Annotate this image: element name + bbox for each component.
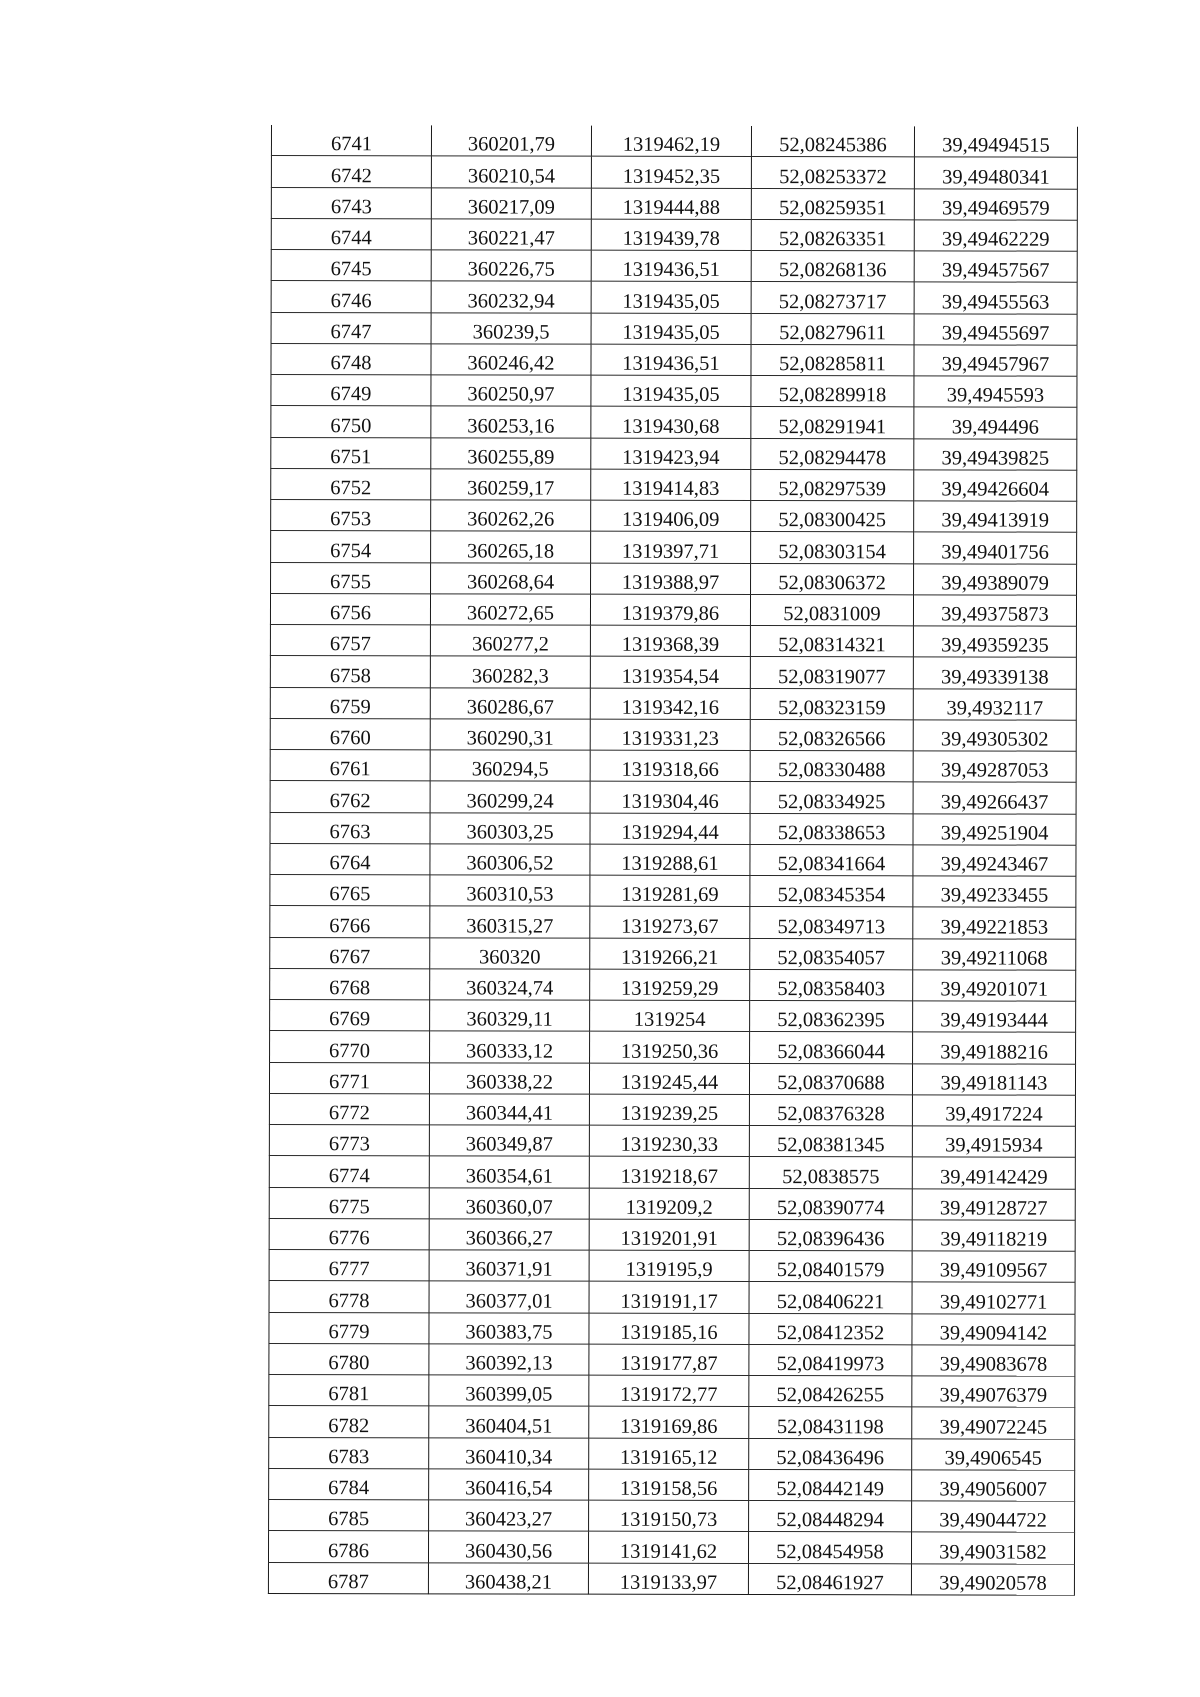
longitude-cell: 39,49266437: [913, 782, 1076, 814]
point-number-cell: 6787: [268, 1562, 428, 1594]
table-row: [270, 906, 1076, 939]
point-number-cell: 6772: [269, 1093, 429, 1125]
table-row: [269, 1093, 1075, 1126]
point-number-cell: 6758: [270, 656, 430, 688]
latitude-cell: 52,08268136: [751, 251, 914, 283]
latitude-cell: 52,08273717: [751, 282, 914, 314]
table-row: [269, 1374, 1075, 1407]
latitude-cell: 52,08285811: [751, 344, 914, 376]
table-row: [270, 999, 1076, 1032]
longitude-cell: 39,49287053: [913, 751, 1076, 783]
table-row: [270, 937, 1076, 970]
longitude-cell: 39,49102771: [912, 1282, 1075, 1314]
table-row: [271, 125, 1077, 157]
longitude-cell: 39,49457567: [914, 251, 1077, 283]
point-number-cell: 6766: [270, 906, 430, 938]
x-coordinate-cell: 360360,07: [429, 1187, 589, 1219]
table-row: [269, 1312, 1075, 1345]
longitude-cell: 39,49305302: [913, 720, 1076, 752]
x-coordinate-cell: 360333,12: [430, 1031, 590, 1063]
point-number-cell: 6760: [270, 718, 430, 750]
table-row: [270, 781, 1076, 814]
table-row: [269, 1499, 1075, 1532]
table-row: [271, 375, 1077, 408]
y-coordinate-cell: 1319342,16: [590, 688, 750, 720]
y-coordinate-cell: 1319294,44: [590, 813, 750, 845]
point-number-cell: 6763: [270, 812, 430, 844]
latitude-cell: 52,08253372: [751, 157, 914, 189]
y-coordinate-cell: 1319304,46: [590, 781, 750, 813]
longitude-cell: 39,49462229: [914, 220, 1077, 252]
longitude-cell: 39,49109567: [912, 1251, 1075, 1283]
longitude-cell: 39,4932117: [913, 688, 1076, 720]
coordinates-table: [268, 125, 1078, 1595]
latitude-cell: 52,08362395: [750, 1001, 913, 1033]
table-row: [271, 312, 1077, 345]
point-number-cell: 6744: [271, 218, 431, 250]
y-coordinate-cell: 1319388,97: [591, 563, 751, 595]
point-number-cell: 6753: [271, 500, 431, 532]
x-coordinate-cell: 360371,91: [429, 1250, 589, 1282]
longitude-cell: 39,49056007: [912, 1470, 1075, 1502]
longitude-cell: 39,49076379: [912, 1376, 1075, 1408]
point-number-cell: 6774: [269, 1156, 429, 1188]
x-coordinate-cell: 360354,61: [429, 1156, 589, 1188]
latitude-cell: 52,08354057: [750, 938, 913, 970]
table-row: [271, 218, 1077, 251]
table-row: [268, 1531, 1074, 1564]
point-number-cell: 6771: [269, 1062, 429, 1094]
table-row: [271, 156, 1077, 189]
table-row: [270, 718, 1076, 751]
latitude-cell: 52,08442149: [749, 1469, 912, 1501]
y-coordinate-cell: 1319439,78: [591, 219, 751, 251]
y-coordinate-cell: 1319158,56: [589, 1469, 749, 1501]
longitude-cell: 39,49251904: [913, 813, 1076, 845]
longitude-cell: 39,49439825: [914, 438, 1077, 470]
table-row: [269, 1343, 1075, 1376]
x-coordinate-cell: 360438,21: [428, 1562, 588, 1594]
y-coordinate-cell: 1319185,16: [589, 1313, 749, 1345]
y-coordinate-cell: 1319435,05: [591, 375, 751, 407]
longitude-cell: 39,49480341: [914, 157, 1077, 189]
latitude-cell: 52,08323159: [750, 688, 913, 720]
x-coordinate-cell: 360239,5: [431, 312, 591, 344]
x-coordinate-cell: 360255,89: [431, 437, 591, 469]
y-coordinate-cell: 1319414,83: [591, 469, 751, 501]
table-row: [270, 1031, 1076, 1064]
longitude-cell: 39,49221853: [913, 907, 1076, 939]
point-number-cell: 6778: [269, 1281, 429, 1313]
x-coordinate-cell: 360306,52: [430, 844, 590, 876]
point-number-cell: 6767: [270, 937, 430, 969]
longitude-cell: 39,49457967: [914, 345, 1077, 377]
latitude-cell: 52,08289918: [751, 376, 914, 408]
x-coordinate-cell: 360262,26: [431, 500, 591, 532]
x-coordinate-cell: 360210,54: [431, 156, 591, 188]
y-coordinate-cell: 1319436,51: [591, 344, 751, 376]
latitude-cell: 52,08401579: [749, 1251, 912, 1283]
latitude-cell: 52,08294478: [751, 438, 914, 470]
latitude-cell: 52,08341664: [750, 844, 913, 876]
point-number-cell: 6768: [270, 968, 430, 1000]
longitude-cell: 39,49494515: [914, 126, 1077, 157]
point-number-cell: 6780: [269, 1343, 429, 1375]
y-coordinate-cell: 1319452,35: [591, 156, 751, 188]
table-row: [269, 1249, 1075, 1282]
longitude-cell: 39,49211068: [913, 938, 1076, 970]
latitude-cell: 52,08376328: [749, 1094, 912, 1126]
y-coordinate-cell: 1319430,68: [591, 406, 751, 438]
y-coordinate-cell: 1319435,05: [591, 313, 751, 345]
latitude-cell: 52,08259351: [751, 188, 914, 220]
point-number-cell: 6777: [269, 1249, 429, 1281]
y-coordinate-cell: 1319318,66: [590, 750, 750, 782]
latitude-cell: 52,08297539: [751, 469, 914, 501]
latitude-cell: 52,08370688: [749, 1063, 912, 1095]
longitude-cell: 39,49389079: [914, 563, 1077, 595]
x-coordinate-cell: 360290,31: [430, 719, 590, 751]
longitude-cell: 39,49128727: [912, 1188, 1075, 1220]
longitude-cell: 39,49233455: [913, 876, 1076, 908]
latitude-cell: 52,08263351: [751, 219, 914, 251]
point-number-cell: 6759: [270, 687, 430, 719]
table-row: [268, 1562, 1074, 1595]
y-coordinate-cell: 1319331,23: [590, 719, 750, 751]
y-coordinate-cell: 1319273,67: [590, 906, 750, 938]
point-number-cell: 6743: [271, 187, 431, 219]
table-row: [271, 468, 1077, 501]
x-coordinate-cell: 360282,3: [430, 656, 590, 688]
x-coordinate-cell: 360201,79: [431, 125, 591, 156]
latitude-cell: 52,08349713: [750, 907, 913, 939]
x-coordinate-cell: 360430,56: [428, 1531, 588, 1563]
x-coordinate-cell: 360250,97: [431, 375, 591, 407]
longitude-cell: 39,49142429: [912, 1157, 1075, 1189]
latitude-cell: 52,08448294: [749, 1501, 912, 1533]
point-number-cell: 6754: [271, 531, 431, 563]
longitude-cell: 39,49020578: [911, 1563, 1074, 1595]
latitude-cell: 52,08358403: [750, 969, 913, 1001]
table-row: [271, 500, 1077, 533]
x-coordinate-cell: 360320: [430, 937, 590, 969]
x-coordinate-cell: 360265,18: [431, 531, 591, 563]
point-number-cell: 6784: [269, 1468, 429, 1500]
point-number-cell: 6779: [269, 1312, 429, 1344]
y-coordinate-cell: 1319218,67: [589, 1156, 749, 1188]
y-coordinate-cell: 1319436,51: [591, 250, 751, 282]
y-coordinate-cell: 1319191,17: [589, 1281, 749, 1313]
longitude-cell: 39,4915934: [912, 1126, 1075, 1158]
point-number-cell: 6785: [269, 1499, 429, 1531]
latitude-cell: 52,08279611: [751, 313, 914, 345]
y-coordinate-cell: 1319133,97: [588, 1563, 748, 1595]
point-number-cell: 6751: [271, 437, 431, 469]
x-coordinate-cell: 360404,51: [429, 1406, 589, 1438]
x-coordinate-cell: 360268,64: [431, 562, 591, 594]
latitude-cell: 52,0831009: [750, 594, 913, 626]
longitude-cell: 39,49413919: [914, 501, 1077, 533]
table-row: [269, 1187, 1075, 1220]
table-row: [269, 1062, 1075, 1095]
table-row: [269, 1406, 1075, 1439]
longitude-cell: 39,49201071: [913, 970, 1076, 1002]
x-coordinate-cell: 360366,27: [429, 1219, 589, 1251]
table-row: [271, 187, 1077, 220]
point-number-cell: 6741: [271, 125, 431, 156]
x-coordinate-cell: 360253,16: [431, 406, 591, 438]
x-coordinate-cell: 360324,74: [430, 969, 590, 1001]
y-coordinate-cell: 1319379,86: [590, 594, 750, 626]
longitude-cell: 39,49118219: [912, 1220, 1075, 1252]
point-number-cell: 6745: [271, 250, 431, 282]
point-number-cell: 6747: [271, 312, 431, 344]
table-row: [269, 1156, 1075, 1189]
table-row: [269, 1437, 1075, 1470]
y-coordinate-cell: 1319150,73: [589, 1500, 749, 1532]
y-coordinate-cell: 1319230,33: [589, 1125, 749, 1157]
y-coordinate-cell: 1319201,91: [589, 1219, 749, 1251]
longitude-cell: 39,49455563: [914, 282, 1077, 314]
longitude-cell: 39,49044722: [912, 1501, 1075, 1533]
table-row: [270, 874, 1076, 907]
y-coordinate-cell: 1319141,62: [588, 1531, 748, 1563]
y-coordinate-cell: 1319423,94: [591, 438, 751, 470]
y-coordinate-cell: 1319259,29: [590, 969, 750, 1001]
longitude-cell: 39,49359235: [913, 626, 1076, 658]
latitude-cell: 52,08390774: [749, 1188, 912, 1220]
point-number-cell: 6782: [269, 1406, 429, 1438]
latitude-cell: 52,08326566: [750, 719, 913, 751]
table-row: [270, 687, 1076, 720]
longitude-cell: 39,49455697: [914, 313, 1077, 345]
latitude-cell: 52,08396436: [749, 1219, 912, 1251]
table-row: [271, 343, 1077, 376]
y-coordinate-cell: 1319254: [590, 1000, 750, 1032]
y-coordinate-cell: 1319245,44: [589, 1063, 749, 1095]
point-number-cell: 6742: [271, 156, 431, 188]
point-number-cell: 6761: [270, 749, 430, 781]
y-coordinate-cell: 1319354,54: [590, 656, 750, 688]
latitude-cell: 52,08431198: [749, 1407, 912, 1439]
latitude-cell: 52,08334925: [750, 782, 913, 814]
y-coordinate-cell: 1319169,86: [589, 1406, 749, 1438]
longitude-cell: 39,49339138: [913, 657, 1076, 689]
longitude-cell: 39,49193444: [913, 1001, 1076, 1033]
longitude-cell: 39,4917224: [912, 1095, 1075, 1127]
longitude-cell: 39,49072245: [912, 1407, 1075, 1439]
x-coordinate-cell: 360299,24: [430, 781, 590, 813]
table-row: [269, 1468, 1075, 1501]
point-number-cell: 6755: [271, 562, 431, 594]
latitude-cell: 52,08306372: [751, 563, 914, 595]
longitude-cell: 39,49181143: [912, 1063, 1075, 1095]
y-coordinate-cell: 1319209,2: [589, 1188, 749, 1220]
point-number-cell: 6773: [269, 1124, 429, 1156]
latitude-cell: 52,08338653: [750, 813, 913, 845]
x-coordinate-cell: 360423,27: [429, 1500, 589, 1532]
point-number-cell: 6749: [271, 375, 431, 407]
longitude-cell: 39,49469579: [914, 188, 1077, 220]
x-coordinate-cell: 360416,54: [429, 1469, 589, 1501]
y-coordinate-cell: 1319406,09: [591, 500, 751, 532]
longitude-cell: 39,49375873: [913, 595, 1076, 627]
point-number-cell: 6765: [270, 874, 430, 906]
x-coordinate-cell: 360338,22: [429, 1062, 589, 1094]
y-coordinate-cell: 1319195,9: [589, 1250, 749, 1282]
longitude-cell: 39,49094142: [912, 1313, 1075, 1345]
table-row: [270, 968, 1076, 1001]
latitude-cell: 52,08314321: [750, 626, 913, 658]
x-coordinate-cell: 360272,65: [430, 594, 590, 626]
x-coordinate-cell: 360315,27: [430, 906, 590, 938]
table-row: [271, 250, 1077, 283]
latitude-cell: 52,08366044: [750, 1032, 913, 1064]
latitude-cell: 52,08406221: [749, 1282, 912, 1314]
y-coordinate-cell: 1319462,19: [591, 126, 751, 157]
latitude-cell: 52,0838575: [749, 1157, 912, 1189]
longitude-cell: 39,49188216: [913, 1032, 1076, 1064]
longitude-cell: 39,49426604: [914, 470, 1077, 502]
point-number-cell: 6783: [269, 1437, 429, 1469]
latitude-cell: 52,08454958: [748, 1532, 911, 1564]
point-number-cell: 6750: [271, 406, 431, 438]
x-coordinate-cell: 360392,13: [429, 1344, 589, 1376]
x-coordinate-cell: 360310,53: [430, 875, 590, 907]
table-row: [270, 624, 1076, 657]
x-coordinate-cell: 360221,47: [431, 219, 591, 251]
latitude-cell: 52,08436496: [749, 1438, 912, 1470]
latitude-cell: 52,08319077: [750, 657, 913, 689]
longitude-cell: 39,4945593: [914, 376, 1077, 408]
table-row: [270, 593, 1076, 626]
y-coordinate-cell: 1319444,88: [591, 188, 751, 220]
y-coordinate-cell: 1319250,36: [590, 1031, 750, 1063]
latitude-cell: 52,08303154: [751, 532, 914, 564]
x-coordinate-cell: 360329,11: [430, 1000, 590, 1032]
longitude-cell: 39,49401756: [914, 532, 1077, 564]
table-row: [270, 812, 1076, 845]
point-number-cell: 6756: [270, 593, 430, 625]
y-coordinate-cell: 1319266,21: [590, 938, 750, 970]
y-coordinate-cell: 1319435,05: [591, 281, 751, 313]
x-coordinate-cell: 360383,75: [429, 1312, 589, 1344]
table-row: [269, 1124, 1075, 1157]
longitude-cell: 39,494496: [914, 407, 1077, 439]
x-coordinate-cell: 360217,09: [431, 187, 591, 219]
latitude-cell: 52,08291941: [751, 407, 914, 439]
point-number-cell: 6748: [271, 343, 431, 375]
latitude-cell: 52,08426255: [749, 1376, 912, 1408]
table-row: [270, 843, 1076, 876]
table-row: [271, 281, 1077, 314]
longitude-cell: 39,49031582: [911, 1532, 1074, 1564]
y-coordinate-cell: 1319368,39: [590, 625, 750, 657]
x-coordinate-cell: 360349,87: [429, 1125, 589, 1157]
latitude-cell: 52,08300425: [751, 501, 914, 533]
x-coordinate-cell: 360410,34: [429, 1437, 589, 1469]
point-number-cell: 6746: [271, 281, 431, 313]
point-number-cell: 6752: [271, 468, 431, 500]
x-coordinate-cell: 360303,25: [430, 812, 590, 844]
latitude-cell: 52,08345354: [750, 876, 913, 908]
latitude-cell: 52,08461927: [748, 1563, 911, 1595]
point-number-cell: 6776: [269, 1218, 429, 1250]
latitude-cell: 52,08419973: [749, 1344, 912, 1376]
y-coordinate-cell: 1319281,69: [590, 875, 750, 907]
y-coordinate-cell: 1319165,12: [589, 1438, 749, 1470]
point-number-cell: 6775: [269, 1187, 429, 1219]
latitude-cell: 52,08330488: [750, 751, 913, 783]
x-coordinate-cell: 360294,5: [430, 750, 590, 782]
point-number-cell: 6770: [270, 1031, 430, 1063]
y-coordinate-cell: 1319397,71: [591, 531, 751, 563]
latitude-cell: 52,08412352: [749, 1313, 912, 1345]
x-coordinate-cell: 360232,94: [431, 281, 591, 313]
y-coordinate-cell: 1319172,77: [589, 1375, 749, 1407]
y-coordinate-cell: 1319177,87: [589, 1344, 749, 1376]
x-coordinate-cell: 360259,17: [431, 469, 591, 501]
table-row: [271, 531, 1077, 564]
latitude-cell: 52,08381345: [749, 1126, 912, 1158]
x-coordinate-cell: 360286,67: [430, 687, 590, 719]
x-coordinate-cell: 360277,2: [430, 625, 590, 657]
x-coordinate-cell: 360399,05: [429, 1375, 589, 1407]
x-coordinate-cell: 360246,42: [431, 344, 591, 376]
table-row: [269, 1218, 1075, 1251]
point-number-cell: 6781: [269, 1374, 429, 1406]
table-row: [269, 1281, 1075, 1314]
table-row: [271, 437, 1077, 470]
table-row: [270, 749, 1076, 782]
x-coordinate-cell: 360226,75: [431, 250, 591, 282]
y-coordinate-cell: 1319239,25: [589, 1094, 749, 1126]
coordinates-table-body: [268, 125, 1077, 1595]
point-number-cell: 6762: [270, 781, 430, 813]
latitude-cell: 52,08245386: [751, 126, 914, 157]
longitude-cell: 39,4906545: [912, 1438, 1075, 1470]
point-number-cell: 6764: [270, 843, 430, 875]
y-coordinate-cell: 1319288,61: [590, 844, 750, 876]
x-coordinate-cell: 360344,41: [429, 1094, 589, 1126]
point-number-cell: 6769: [270, 999, 430, 1031]
table-row: [271, 406, 1077, 439]
table-row: [270, 656, 1076, 689]
point-number-cell: 6757: [270, 624, 430, 656]
table-row: [271, 562, 1077, 595]
x-coordinate-cell: 360377,01: [429, 1281, 589, 1313]
longitude-cell: 39,49243467: [913, 845, 1076, 877]
longitude-cell: 39,49083678: [912, 1345, 1075, 1377]
point-number-cell: 6786: [268, 1531, 428, 1563]
